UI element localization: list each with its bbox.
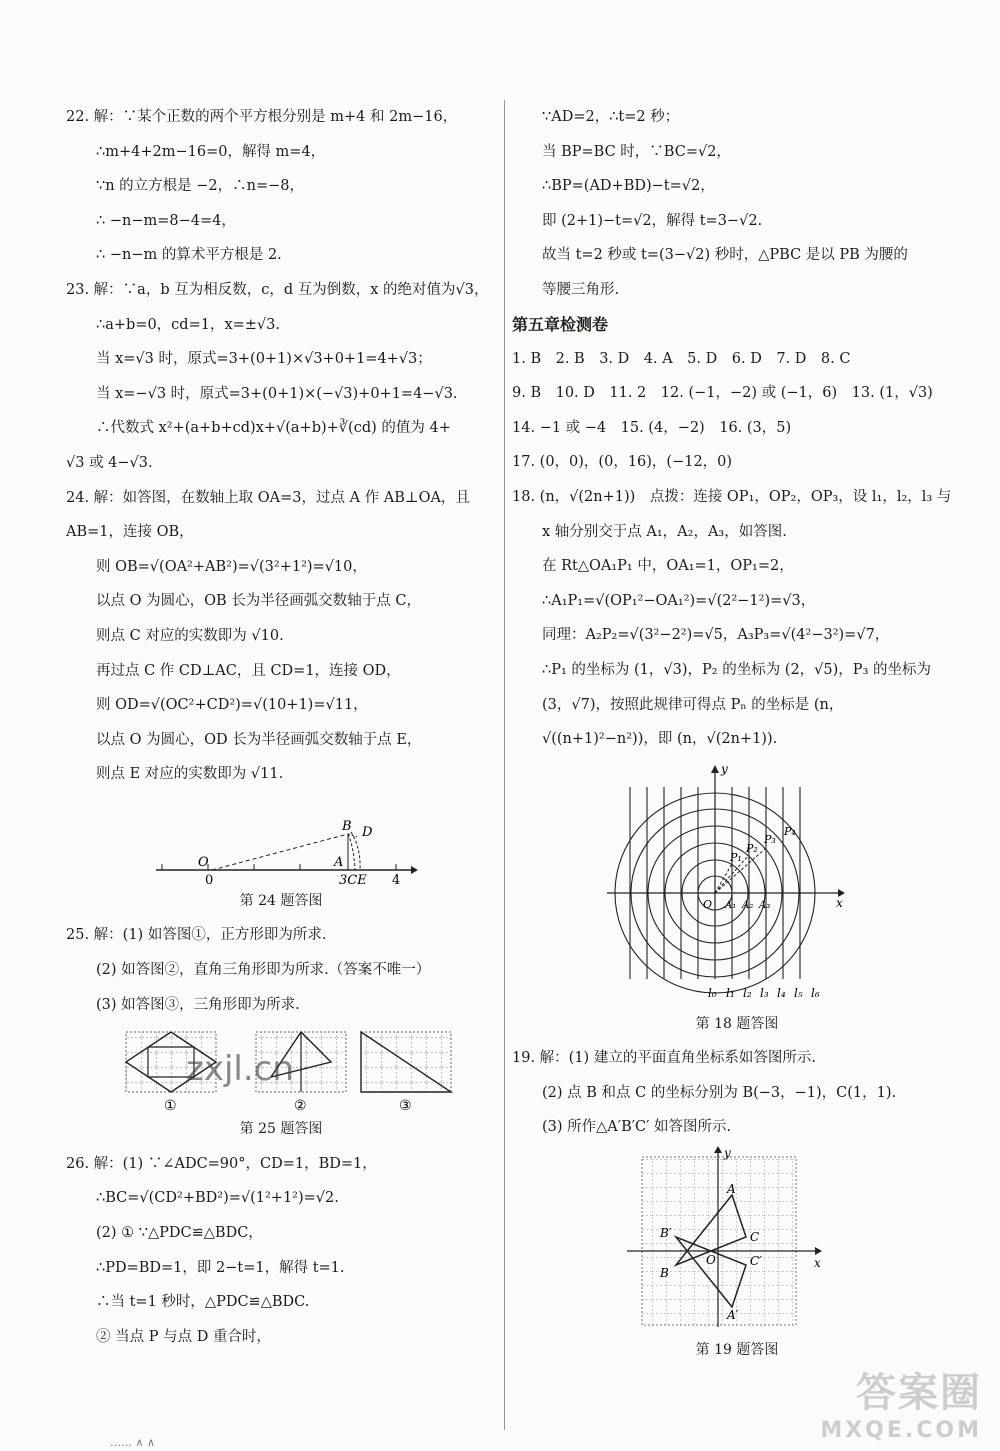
question-19 — [512, 1041, 962, 1145]
text-line: 19. 解：(1) 建立的平面直角坐标系如答图所示. — [512, 1050, 816, 1067]
point-p2: P₂ — [746, 841, 758, 855]
text-line: ∴代数式 x²+(a+b+cd)x+√(a+b)+∛(cd) 的值为 4+ — [96, 420, 451, 437]
label-l4: l₄ — [777, 985, 786, 1000]
label-l6: l₆ — [811, 985, 820, 1000]
label-o: O — [198, 854, 209, 870]
text-line: √((n+1)²−n²))，即 (n，√(2n+1)). — [542, 731, 778, 748]
text-line: 则 OB=√(OA²+AB²)=√(3²+1²)=√10， — [96, 558, 367, 575]
text-line: ∴ −n−m 的算术平方根是 2. — [96, 247, 282, 264]
site-watermark — [820, 1361, 982, 1443]
text-line: 当 BP=BC 时，∵BC=√2， — [542, 143, 731, 160]
figure-18 — [512, 757, 962, 1042]
text-line: 17. (0，0)，(0，16)，(−12，0) — [512, 454, 733, 471]
text-line: 14. −1 或 −4 15. (4，−2) 16. (3，5) — [512, 419, 792, 436]
label-b: B — [660, 1266, 669, 1281]
text-line: 当 x=√3 时，原式=3+(0+1)×√3+0+1=4+√3； — [96, 351, 432, 368]
question-25 — [66, 918, 496, 1022]
right-column — [512, 100, 962, 1368]
text-line: ∵n 的立方根是 −2，∴n=−8， — [96, 178, 305, 195]
question-18 — [512, 480, 962, 757]
text-line: 则点 C 对应的实数即为 √10. — [96, 627, 284, 644]
label-l2: l₂ — [743, 985, 752, 1000]
figure-25 — [66, 1022, 496, 1147]
text-line: 故当 t=2 秒或 t=(3−√2) 秒时，△PBC 是以 PB 为腰的 — [542, 247, 908, 264]
text-line: ∴当 t=1 秒时，△PDC≌△BDC. — [96, 1294, 310, 1311]
text-line: 25. 解：(1) 如答图①，正方形即为所求. — [66, 927, 327, 944]
label-a1: A₁ — [725, 899, 737, 911]
label-a3: A₃ — [759, 899, 771, 911]
text-line: 以点 O 为圆心，OD 长为半径画弧交数轴于点 E， — [96, 731, 422, 748]
tick-label-0: 0 — [205, 872, 214, 884]
text-line: ∴A₁P₁=√(OP₁²−OA₁²)=√(2²−1²)=√3， — [542, 592, 816, 609]
label-d: D — [362, 824, 373, 840]
text-line: 则 OD=√(OC²+CD²)=√(10+1)=√11， — [96, 697, 368, 714]
text-line: 23. 解：∵a，b 互为相反数，c，d 互为倒数，x 的绝对值为√3， — [66, 281, 489, 298]
label-b-prime: B′ — [660, 1226, 672, 1241]
text-line: AB=1，连接 OB， — [66, 524, 194, 541]
figure-caption: 第 25 题答图 — [239, 1121, 323, 1138]
coordinate-grid-diagram — [512, 1145, 962, 1333]
sub-label-2: ② — [294, 1098, 307, 1113]
text-line: 即 (2+1)−t=√2，解得 t=3−√2. — [542, 212, 763, 229]
question-22 — [66, 100, 496, 273]
text-line: ∴PD=BD=1，即 2−t=1，解得 t=1. — [96, 1259, 345, 1276]
watermark-zxjl: zxjl.cn — [186, 1049, 294, 1090]
question-26-continued — [512, 100, 962, 308]
point-p3: P₃ — [764, 832, 776, 846]
text-line: ∴BP=(AD+BD)−t=√2， — [542, 178, 715, 195]
label-a2: A₂ — [742, 899, 754, 911]
text-line: ∴P₁ 的坐标为 (1，√3)，P₂ 的坐标为 (2，√5)，P₃ 的坐标为 — [542, 661, 931, 678]
sub-label-1: ① — [164, 1098, 177, 1113]
text-line: 在 Rt△OA₁P₁ 中，OA₁=1，OP₁=2， — [542, 558, 794, 575]
figure-caption: 第 18 题答图 — [695, 1015, 779, 1032]
label-b: B — [342, 818, 352, 834]
label-a-prime: A′ — [727, 1308, 739, 1323]
text-line: 18. (n，√(2n+1)) 点拨：连接 OP₁，OP₂，OP₃，设 l₁，l₂，l₃ 与 — [512, 488, 952, 505]
text-line: (2) ① ∵△PDC≌△BDC， — [96, 1225, 263, 1242]
point-p4: P₄ — [784, 824, 796, 838]
tick-label-3ce: 3CE — [339, 872, 367, 884]
concentric-circles-diagram — [512, 757, 962, 1007]
number-line-diagram — [66, 792, 496, 884]
text-line: 22. 解：∵某个正数的两个平方根分别是 m+4 和 2m−16， — [66, 109, 458, 125]
text-line: 再过点 C 作 CD⊥AC，且 CD=1，连接 OD， — [96, 662, 401, 679]
text-line: ∴a+b=0，cd=1，x=±√3. — [96, 316, 281, 333]
text-line: 等腰三角形. — [542, 281, 620, 298]
watermark-url: MXQE.COM — [820, 1418, 982, 1443]
axis-x-label: x — [814, 1256, 821, 1271]
figure-caption: 第 24 题答图 — [239, 892, 323, 909]
answer-key — [512, 342, 962, 480]
column-divider — [504, 100, 505, 1430]
grid-figures — [66, 1022, 496, 1112]
label-l5: l₅ — [794, 985, 803, 1000]
text-line: 以点 O 为圆心，OB 长为半径画弧交数轴于点 C， — [96, 593, 421, 610]
tick-label-4: 4 — [392, 872, 401, 884]
page-footer-fragment: …… ∧ ∧ — [110, 1436, 156, 1449]
origin-label: O — [703, 897, 713, 911]
figure-19 — [512, 1145, 962, 1368]
label-a: A — [334, 854, 344, 870]
text-line: 当 x=−√3 时，原式=3+(0+1)×(−√3)+0+1=4−√3. — [96, 385, 458, 402]
origin-label: O — [706, 1253, 716, 1268]
text-line: ∴m+4+2m−16=0，解得 m=4， — [96, 143, 326, 160]
text-line: 26. 解：(1) ∵∠ADC=90°，CD=1，BD=1， — [66, 1155, 377, 1172]
text-line: 9. B 10. D 11. 2 12. (−1，−2) 或 (−1，6) 13. (1，√3) — [512, 385, 933, 402]
figure-24 — [66, 792, 496, 919]
watermark-logo-text: 答案圈 — [856, 1370, 982, 1416]
axis-y-label: y — [724, 1146, 731, 1161]
sub-label-3: ③ — [399, 1098, 412, 1113]
text-line: (3，√7)，按照此规律可得点 Pₙ 的坐标是 (n， — [542, 696, 844, 713]
label-l1: l₁ — [726, 985, 735, 1000]
text-line: 1. B 2. B 3. D 4. A 5. D 6. D 7. D 8. C — [512, 350, 851, 367]
question-26 — [66, 1147, 496, 1355]
text-line: 24. 解：如答图，在数轴上取 OA=3，过点 A 作 AB⊥OA，且 — [66, 489, 470, 506]
question-23 — [66, 273, 496, 481]
label-c: C — [750, 1230, 760, 1245]
text-line: √3 或 4−√3. — [66, 454, 153, 471]
chapter-title: 第五章检测卷 — [512, 314, 609, 334]
text-line: (3) 如答图③，三角形即为所求. — [96, 996, 300, 1013]
point-p1: P₁ — [730, 850, 742, 864]
label-l0: l₀ — [708, 985, 717, 1000]
label-a: A — [727, 1182, 736, 1197]
question-24 — [66, 481, 496, 792]
text-line: x 轴分别交于点 A₁，A₂，A₃，如答图. — [542, 523, 787, 540]
label-c-prime: C′ — [750, 1254, 762, 1269]
text-line: 同理：A₂P₂=√(3²−2²)=√5，A₃P₃=√(4²−3²)=√7， — [542, 627, 890, 644]
text-line: ∴ −n−m=8−4=4， — [96, 212, 236, 229]
axis-y-label: y — [721, 761, 728, 776]
text-line: (3) 所作△A′B′C′ 如答图所示. — [542, 1119, 732, 1136]
left-column — [66, 100, 496, 1354]
text-line: ∴BC=√(CD²+BD²)=√(1²+1²)=√2. — [96, 1190, 339, 1207]
text-line: 则点 E 对应的实数即为 √11. — [96, 766, 284, 783]
label-l3: l₃ — [760, 985, 769, 1000]
text-line: (2) 如答图②，直角三角形即为所求.（答案不唯一） — [96, 962, 431, 979]
axis-x-label: x — [836, 895, 843, 910]
figure-caption: 第 19 题答图 — [695, 1342, 779, 1359]
text-line: ∵AD=2，∴t=2 秒； — [542, 109, 680, 125]
text-line: ② 当点 P 与点 D 重合时， — [96, 1328, 271, 1345]
text-line: (2) 点 B 和点 C 的坐标分别为 B(−3，−1)，C(1，1). — [542, 1084, 897, 1101]
